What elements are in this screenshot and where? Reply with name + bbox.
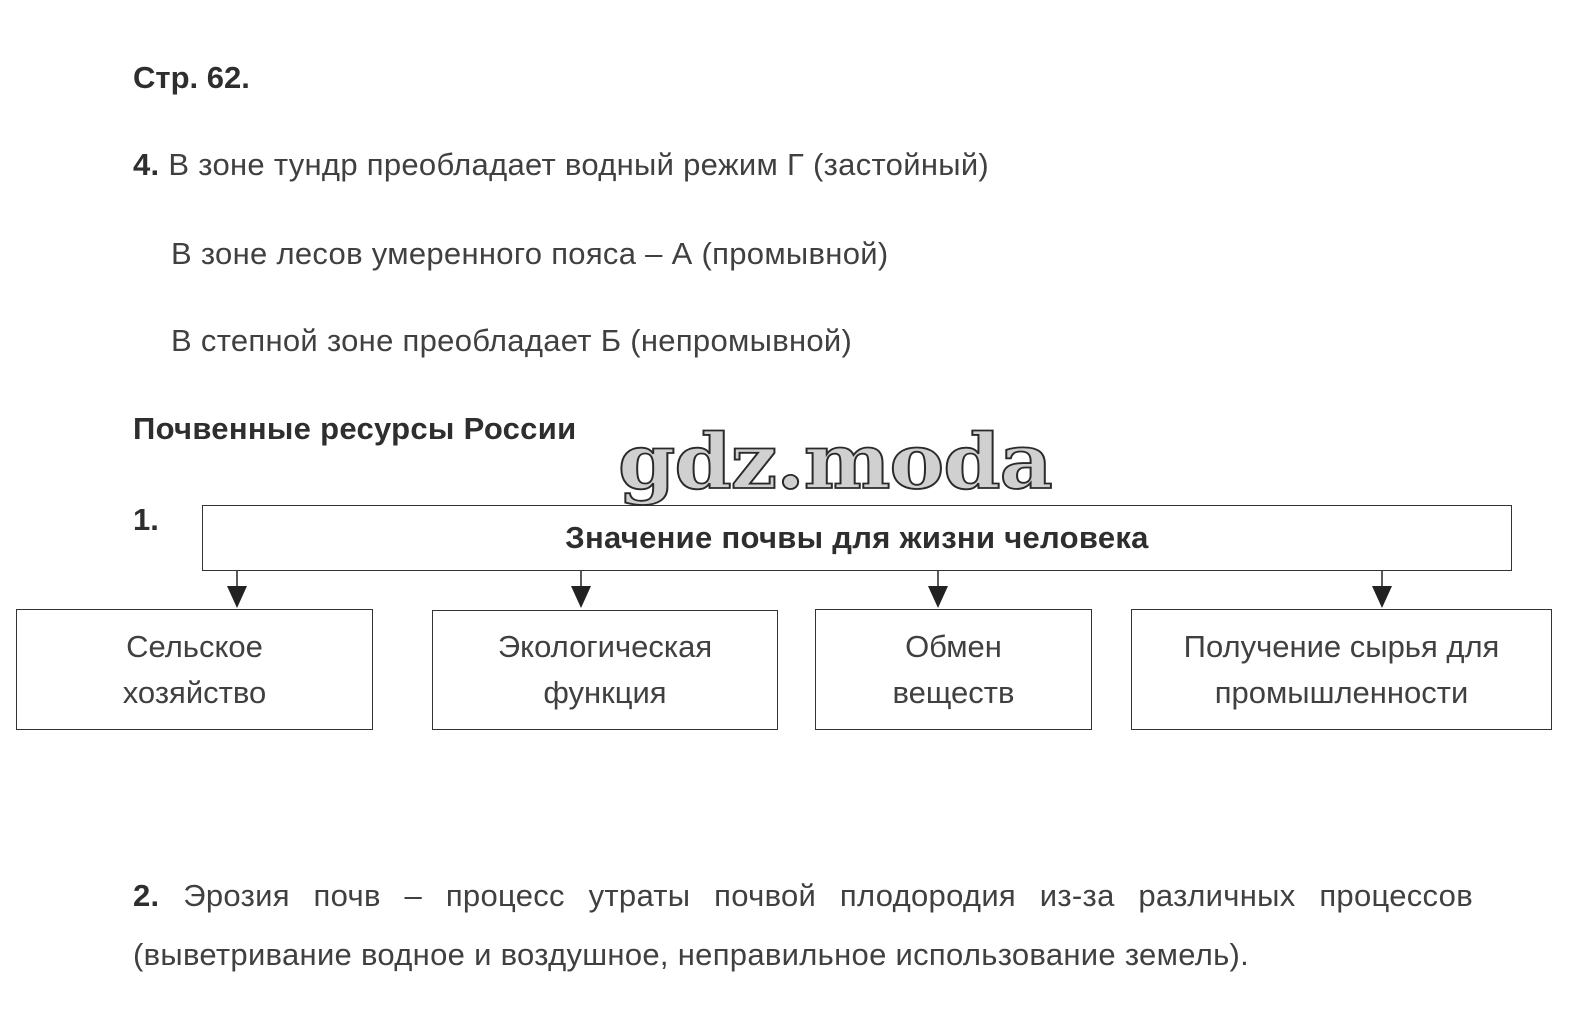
diagram-child-box-3 (815, 609, 1092, 730)
arrowhead-3 (928, 586, 948, 608)
task2-paragraph (133, 866, 1473, 984)
diagram-child-box-4 (1131, 609, 1552, 730)
diagram-child-box-1 (16, 609, 373, 730)
task2-text: Эрозия почв – процесс утраты почвой плодородия из-за различных процессов (выветривание водное и воздушное, неправильное использование земель). (133, 878, 1473, 972)
task1-number: 1. (133, 502, 159, 537)
arrowhead-2 (571, 586, 591, 608)
diagram-root-label: Значение почвы для жизни человека (565, 520, 1149, 555)
task4-line3: В степной зоне преобладает Б (непромывной) (171, 323, 853, 358)
arrowhead-4 (1372, 586, 1392, 608)
task4-number: 4. (133, 147, 160, 182)
task4-line2: В зоне лесов умеренного пояса – А (промывной) (171, 236, 889, 271)
page-reference: Стр. 62. (133, 60, 250, 95)
diagram-child-label-3: Обмен веществ (892, 628, 1015, 710)
arrowhead-1 (227, 586, 247, 608)
task4-line1-text: В зоне тундр преобладает водный режим Г (застойный) (168, 147, 990, 182)
diagram-child-label-1: Сельское хозяйство (122, 628, 267, 710)
diagram-child-label-4: Получение сырья для промышленности (1183, 628, 1500, 710)
task2-number: 2. (133, 878, 160, 913)
diagram-child-box-2 (432, 610, 778, 730)
diagram-child-label-2: Экологическая функция (497, 629, 713, 710)
section-heading: Почвенные ресурсы России (133, 411, 577, 446)
watermark-logo: gdz.moda (618, 418, 1052, 507)
